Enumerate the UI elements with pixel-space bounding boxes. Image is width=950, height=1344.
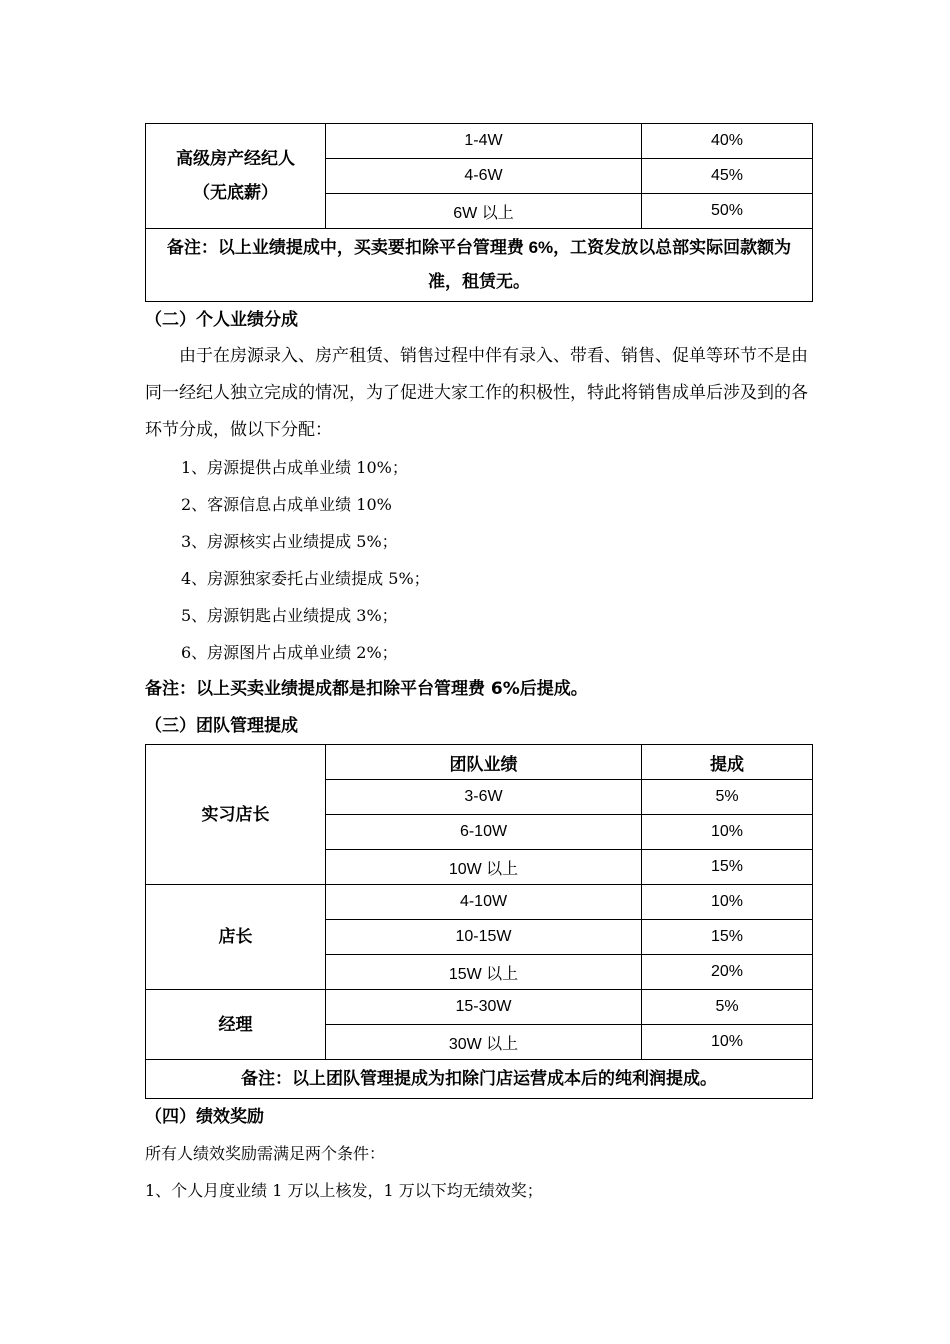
role-cell: [146, 124, 326, 229]
table-row: [146, 229, 813, 302]
range-cell: 10W 以上: [326, 850, 642, 885]
rate-cell: 10%: [642, 1025, 813, 1060]
column-header: 团队业绩: [326, 745, 642, 780]
rate-cell: 5%: [642, 990, 813, 1025]
column-header: 提成: [642, 745, 813, 780]
range-cell: 4-6W: [326, 159, 642, 194]
range-cell: 4-10W: [326, 885, 642, 920]
rate-cell: 5%: [642, 780, 813, 815]
range-cell: 10-15W: [326, 920, 642, 955]
list-item: 1、房源提供占成单业绩 10%；: [181, 458, 408, 477]
range-cell: 15-30W: [326, 990, 642, 1025]
range-cell: 30W 以上: [326, 1025, 642, 1060]
rate-cell: 50%: [642, 194, 813, 229]
table-row: [146, 1060, 813, 1099]
rate-cell: 15%: [642, 920, 813, 955]
rate-cell: 10%: [642, 885, 813, 920]
list-item: 6、房源图片占成单业绩 2%；: [181, 643, 398, 662]
list-item: 5、房源钥匙占业绩提成 3%；: [181, 606, 398, 625]
list-item: 1、个人月度业绩 1 万以上核发，1 万以下均无绩效奖；: [145, 1181, 543, 1200]
role-cell: 店长: [146, 885, 326, 990]
section-note: 备注：以上买卖业绩提成都是扣除平台管理费 6%后提成。: [145, 679, 588, 699]
range-cell: 6-10W: [326, 815, 642, 850]
table-row: [146, 745, 813, 780]
rate-cell: 15%: [642, 850, 813, 885]
rate-cell: 40%: [642, 124, 813, 159]
range-cell: 15W 以上: [326, 955, 642, 990]
role-title: 高级房产经纪人: [176, 149, 295, 168]
range-cell: 6W 以上: [326, 194, 642, 229]
list-item: 2、客源信息占成单业绩 10%: [181, 495, 392, 514]
table-row: [146, 124, 813, 159]
role-cell: 实习店长: [146, 745, 326, 885]
rate-cell: 20%: [642, 955, 813, 990]
section-intro: 所有人绩效奖励需满足两个条件：: [145, 1144, 386, 1163]
section-heading: （二）个人业绩分成: [145, 310, 298, 330]
section-heading: （三）团队管理提成: [145, 716, 298, 736]
senior-agent-commission-table: [145, 123, 813, 302]
section-heading: （四）绩效奖励: [145, 1107, 264, 1127]
list-item: 4、房源独家委托占业绩提成 5%；: [181, 569, 430, 588]
rate-cell: 10%: [642, 815, 813, 850]
section-paragraph: 由于在房源录入、房产租赁、销售过程中伴有录入、带看、销售、促单等环节不是由同一经纪人独立完成的情况，为了促进大家工作的积极性，特此将销售成单后涉及到的各环节分成，做以下分配：: [145, 346, 808, 440]
role-cell: 经理: [146, 990, 326, 1060]
team-management-table: [145, 744, 813, 1099]
list-item: 3、房源核实占业绩提成 5%；: [181, 532, 398, 551]
range-cell: 1-4W: [326, 124, 642, 159]
table-note: 备注：以上业绩提成中，买卖要扣除平台管理费 6%，工资发放以总部实际回款额为准，租赁无。: [146, 229, 813, 302]
table-note: 备注：以上团队管理提成为扣除门店运营成本后的纯利润提成。: [146, 1060, 813, 1099]
role-subtitle: （无底薪）: [193, 183, 278, 202]
table-row: [146, 885, 813, 920]
table-row: [146, 990, 813, 1025]
document-page: [145, 123, 812, 1209]
range-cell: 3-6W: [326, 780, 642, 815]
rate-cell: 45%: [642, 159, 813, 194]
